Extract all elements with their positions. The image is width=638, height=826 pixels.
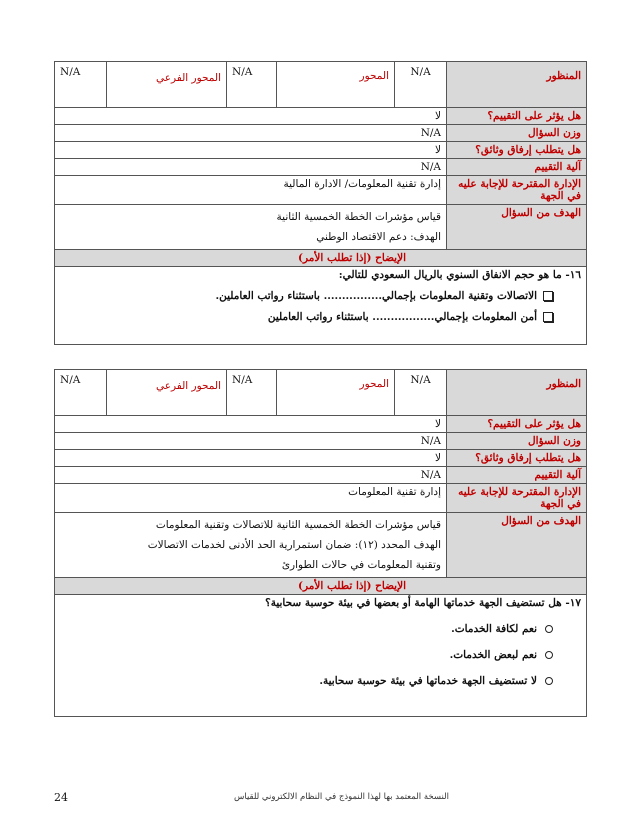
option-16-1[interactable] (60, 290, 581, 302)
department-value: إدارة تقنية المعلومات (55, 484, 447, 513)
fari-value: N/A (55, 370, 107, 416)
goal-value (55, 513, 447, 578)
option-17-2-text: نعم لبعض الخدمات. (449, 649, 537, 661)
question-17-table (54, 369, 587, 717)
radio-icon[interactable] (545, 625, 553, 633)
row-mechanism (55, 467, 587, 484)
fari-label: المحور الفرعي (107, 370, 227, 416)
affects-value: لا (55, 108, 447, 125)
manzur-label: المنظور (447, 370, 587, 416)
row-question (55, 267, 587, 345)
goal-label: الهدف من السؤال (447, 513, 587, 578)
manzur-value: N/A (395, 370, 447, 416)
option-17-3[interactable] (60, 675, 581, 687)
goal-line-3: وتقنية المعلومات في حالات الطوارئ (281, 559, 441, 571)
goal-label: الهدف من السؤال (447, 205, 587, 250)
docs-label: هل يتطلب إرفاق وثائق؟ (447, 450, 587, 467)
affects-label: هل يؤثر على التقييم؟ (447, 416, 587, 433)
mechanism-value: N/A (55, 467, 447, 484)
mehwar-value: N/A (227, 370, 277, 416)
clarification-label: الإيضاح (إذا تطلب الأمر) (55, 250, 587, 267)
fari-label: المحور الفرعي (107, 62, 227, 108)
goal-value (55, 205, 447, 250)
row-goal (55, 205, 587, 250)
row-clarification (55, 250, 587, 267)
option-17-2[interactable] (60, 649, 581, 661)
department-value: إدارة تقنية المعلومات/ الادارة المالية (55, 176, 447, 205)
row-docs (55, 142, 587, 159)
affects-value: لا (55, 416, 447, 433)
row-weight (55, 433, 587, 450)
row-affects (55, 108, 587, 125)
clarification-label: الإيضاح (إذا تطلب الأمر) (55, 578, 587, 595)
checkbox-icon[interactable] (543, 291, 553, 301)
option-16-1-text: الاتصالات وتقنية المعلومات بإجمالي................ باستثناء رواتب العاملين. (215, 290, 537, 302)
header-row (55, 62, 587, 108)
weight-value: N/A (55, 125, 447, 142)
row-docs (55, 450, 587, 467)
department-label: الإدارة المقترحة للإجابة عليه في الجهة (447, 484, 587, 513)
question-16-table (54, 61, 587, 345)
mehwar-label: المحور (277, 370, 395, 416)
page-number: 24 (54, 791, 68, 804)
mehwar-label: المحور (277, 62, 395, 108)
weight-label: وزن السؤال (447, 433, 587, 450)
footer-text: النسخة المعتمد بها لهذا النموذج في النظام الالكتروني للقياس (234, 792, 449, 802)
header-row (55, 370, 587, 416)
radio-icon[interactable] (545, 651, 553, 659)
row-mechanism (55, 159, 587, 176)
row-goal (55, 513, 587, 578)
checkbox-icon[interactable] (543, 312, 553, 322)
row-clarification (55, 578, 587, 595)
option-17-1-text: نعم لكافة الخدمات. (451, 623, 537, 635)
docs-value: لا (55, 450, 447, 467)
question-17 (55, 595, 587, 717)
mechanism-value: N/A (55, 159, 447, 176)
docs-label: هل يتطلب إرفاق وثائق؟ (447, 142, 587, 159)
goal-line-2: الهدف المحدد (١٢): ضمان استمرارية الحد الأدنى لخدمات الاتصالات (147, 539, 441, 551)
question-17-text: ١٧- هل تستضيف الجهة خدماتها الهامة أو بعضها في بيئة حوسبة سحابية؟ (265, 597, 581, 609)
question-16-text: ١٦- ما هو حجم الانفاق السنوي بالريال السعودي للتالي: (338, 269, 581, 281)
row-department (55, 176, 587, 205)
weight-label: وزن السؤال (447, 125, 587, 142)
option-17-1[interactable] (60, 623, 581, 635)
department-label: الإدارة المقترحة للإجابة عليه في الجهة (447, 176, 587, 205)
row-affects (55, 416, 587, 433)
question-16 (55, 267, 587, 345)
affects-label: هل يؤثر على التقييم؟ (447, 108, 587, 125)
fari-value: N/A (55, 62, 107, 108)
radio-icon[interactable] (545, 677, 553, 685)
weight-value: N/A (55, 433, 447, 450)
docs-value: لا (55, 142, 447, 159)
goal-line-2: الهدف: دعم الاقتصاد الوطني (316, 231, 441, 243)
manzur-value: N/A (395, 62, 447, 108)
mechanism-label: آلية التقييم (447, 467, 587, 484)
goal-line-1: قياس مؤشرات الخطة الخمسية الثانية (276, 211, 441, 223)
manzur-label: المنظور (447, 62, 587, 108)
mechanism-label: آلية التقييم (447, 159, 587, 176)
goal-line-1: قياس مؤشرات الخطة الخمسية الثانية للاتصالات وتقنية المعلومات (155, 519, 441, 531)
option-16-2-text: أمن المعلومات بإجمالي................. باستثناء رواتب العاملين (267, 311, 537, 323)
row-question (55, 595, 587, 717)
row-department (55, 484, 587, 513)
mehwar-value: N/A (227, 62, 277, 108)
option-17-3-text: لا تستضيف الجهة خدماتها في بيئة حوسبة سحابية. (319, 675, 537, 687)
option-16-2[interactable] (60, 311, 581, 323)
row-weight (55, 125, 587, 142)
